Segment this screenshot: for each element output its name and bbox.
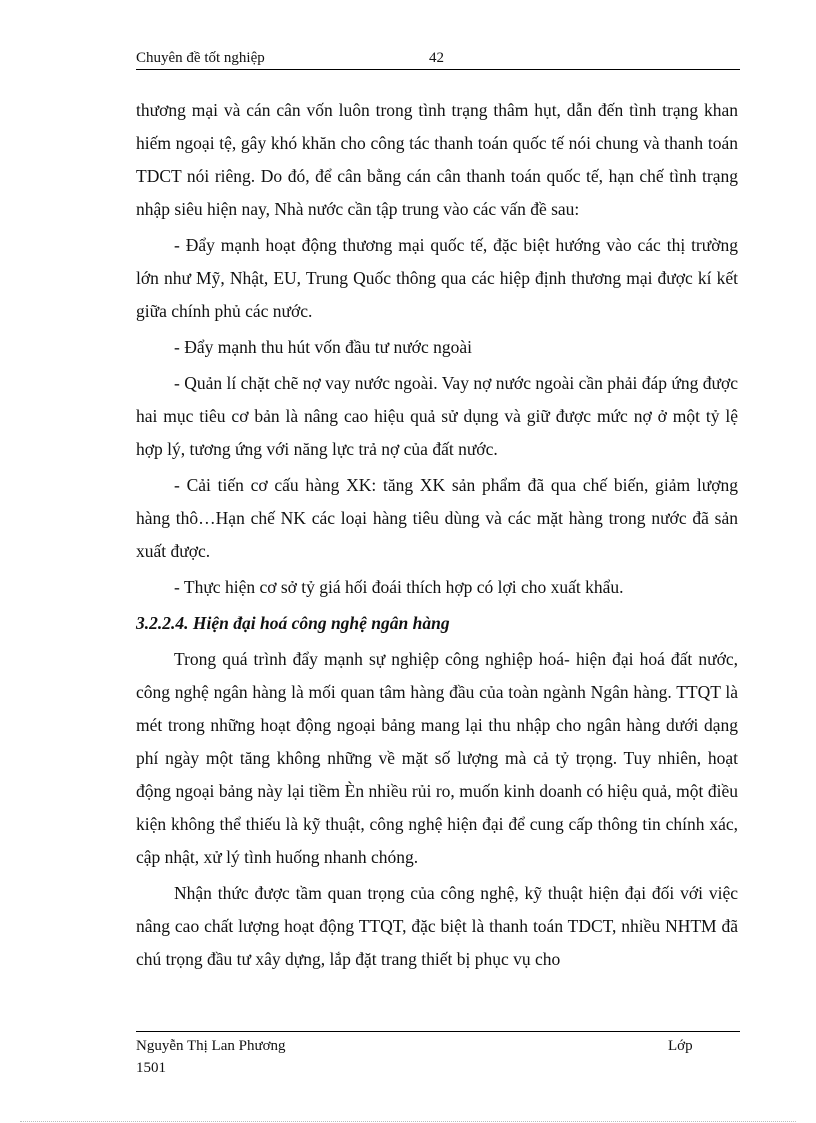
body-text <box>136 94 738 976</box>
paragraph-intro: thương mại và cán cân vốn luôn trong tình trạng thâm hụt, dẫn đến tình trạng khan hiếm ngoại tệ, gây khó khăn cho công tác thanh toán quốc tế nói chung và thanh toán TDCT nói riêng. Do đó, để cân bằng cán cân thanh toán quốc tế, hạn chế tình trạng nhập siêu hiện nay, Nhà nước cần tập trung vào các vấn đề sau: <box>136 100 738 219</box>
page-number: 42 <box>429 50 444 66</box>
section-heading: 3.2.2.4. Hiện đại hoá công nghệ ngân hàng <box>136 613 450 633</box>
paragraph: Nhận thức được tầm quan trọng của công nghệ, kỹ thuật hiện đại đối với việc nâng cao chất lượng hoạt động TTQT, đặc biệt là thanh toán TDCT, nhiều NHTM đã chú trọng đầu tư xây dựng, lắp đặt trang thiết bị phục vụ cho <box>136 883 738 969</box>
bullet-item: - Thực hiện cơ sở tỷ giá hối đoái thích hợp có lợi cho xuất khẩu. <box>174 577 624 597</box>
footer-author: Nguyễn Thị Lan Phương <box>136 1038 286 1054</box>
bullet-item: - Cải tiến cơ cấu hàng XK: tăng XK sản phẩm đã qua chế biến, giảm lượng hàng thô…Hạn chế NK các loại hàng tiêu dùng và các mặt hàng trong nước đã sản xuất được. <box>136 475 738 561</box>
footer-class-label: Lớp <box>668 1038 693 1054</box>
paragraph: Trong quá trình đẩy mạnh sự nghiệp công nghiệp hoá- hiện đại hoá đất nước, công nghệ ngân hàng là mối quan tâm hàng đầu của toàn ngành Ngân hàng. TTQT là mét trong những hoạt động ngoại bảng mang lại thu nhập cho ngân hàng dưới dạng phí ngày một tăng không những về mặt số lượng mà cả tỷ trọng. Tuy nhiên, hoạt động ngoại bảng này lại tiềm Èn nhiều rủi ro, muốn kinh doanh có hiệu quả, một điều kiện không thể thiếu là kỹ thuật, công nghệ hiện đại để cung cấp thông tin chính xác, cập nhật, xử lý tình huống nhanh chóng. <box>136 649 738 867</box>
page-header <box>136 47 740 70</box>
bullet-item: - Quản lí chặt chẽ nợ vay nước ngoài. Vay nợ nước ngoài cần phải đáp ứng được hai mục tiêu cơ bản là nâng cao hiệu quả sử dụng và giữ được mức nợ ở một tỷ lệ hợp lý, tương ứng với năng lực trả nợ của đất nước. <box>136 373 739 459</box>
bullet-item: - Đẩy mạnh thu hút vốn đầu tư nước ngoài <box>174 337 472 357</box>
footer-class-code: 1501 <box>136 1060 166 1076</box>
header-title: Chuyên đề tốt nghiệp <box>136 50 265 66</box>
page-edge-divider <box>20 1121 796 1122</box>
bullet-item: - Đẩy mạnh hoạt động thương mại quốc tế, đặc biệt hướng vào các thị trường lớn như Mỹ, Nhật, EU, Trung Quốc thông qua các hiệp định thương mại được kí kết giữa chính phủ các nước. <box>136 235 738 321</box>
footer-rule <box>136 1031 740 1032</box>
